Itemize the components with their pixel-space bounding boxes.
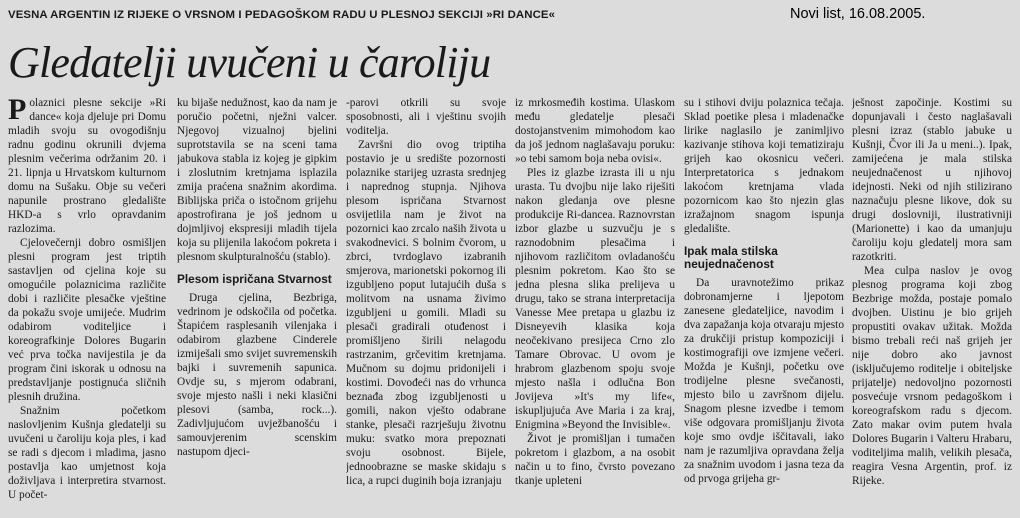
paragraph: iz mrkosmeđih kostima. Ulaskom među gledatelje plesači dostojanstvenim mimohodom kao da još jednom naglašavaju poruku: »o tebi samom boja neba ovisi«. xyxy=(515,97,675,165)
subheading: Plesom ispričana Stvarnost xyxy=(177,272,332,286)
column-1 xyxy=(8,96,166,514)
column-6 xyxy=(852,96,1012,514)
paragraph: Mea culpa naslov je ovog plesnog programa koji zbog Bezbrige možda, postaje pomalo dvojben. Uistinu je bio grijeh propustiti ovakav užitak. Možda bismo trebali reći naš grijeh jer nije dobro ako javnost (isključujemo roditelje i obiteljske prijatelje) nedovoljno pozornosti posvećuje vrsnom pedagoškom i koreografskom radu s djecom. Zato makar ovim putem hvala Dolores Bugarin i Valteru Hrabaru, voditeljima malih, velikih plesača, reagira Vesna Argentin, prof. iz Rijeke. xyxy=(852,265,1012,487)
column-4 xyxy=(515,96,675,514)
drop-cap: P xyxy=(8,96,27,126)
subheading: Ipak mala stilska neujednačenost xyxy=(684,244,778,271)
paragraph: Da uravnotežimo prikaz dobronamjerne i ljepotom zanesene gledateljice, navodim i dva zapažanja koja otvaraju mjesto za drukčiji pristup kompoziciji i kostimografiji ove izmjene večeri. Možda je Kušnji, početku ove trodijelne plesne svečanosti, mjesto bilo u završnom dijelu. Snagom plesne izvedbe i temom više odgovara promišljanju života koje smo ovdje iščitavali, iako nam je razumljiva opravdana želja za snažnim uvodom i jasna teza da od prvoga grijeha gr- xyxy=(684,277,844,485)
paragraph: Snažnim početkom naslovljenim Kušnja gledatelji su uvučeni u čaroliju koja ples, i kad se radi s djecom i mladima, jasno postavlja kao umjetnost koja doživljava i interpretira stvarnost. U počet- xyxy=(8,405,166,501)
column-5 xyxy=(684,96,844,514)
paragraph: su i stihovi dviju polaznica tečaja. Sklad poetike plesa i mladenačke lirike naglasilo je zanimljivo kazivanje stihova koji tematiziraju grijeh kao okosnicu večeri. Interpretatorica s jednakom lakoćom kretnjama vlada pozornicom kao što njezin glas izražajnom snagom ispunja gledalište. xyxy=(684,97,844,235)
paragraph: -parovi otkrili su svoje sposobnosti, ali i vještinu svojih voditelja. xyxy=(346,97,506,137)
source-date: Novi list, 16.08.2005. xyxy=(790,6,926,22)
paragraph: Cjelovečernji dobro osmišljen plesni program jest triptih sastavljen od cjelina koje su omogućile polaznicima različite dobi i različite plesačke vještine da pokažu svoje umijeće. Mudrim odabirom voditeljice i koreografkinje Dolores Bugarin već prva točka navijestila je da program čini iskorak u odnosu na predstavljanje postignuća sličnih plesnih družina. xyxy=(8,237,166,403)
paragraph xyxy=(8,96,166,236)
paragraph: ješnost započinje. Kostimi su dopunjavali i često naglašavali plesni izraz (stablo jabuke u Kušnji, Čvor ili Ja u meni..). Ipak, zamijećena je mala stilska neujednačenost u njihovoj idejnosti. Neki od njih stilizirano naznačuju plesne likove, dok su drugi doslovniji, ilustrativniji (Marionette) i kao da umanjuju čaroliju koju gledatelj mora sam razotkriti. xyxy=(852,97,1012,263)
paragraph-text: olaznici plesne sekcije »Ri dance« koja djeluje pri Domu mladih svoju su ovogodišnju radnu godinu okrunili dvjema plesnim večerima održanim 20. i 21. lipnja u Hrvatskom kulturnom domu na Sušaku. Obje su večeri napunile prostrano gledalište HKD-a s vrlo opravdanim razlozima. xyxy=(8,97,166,235)
paragraph: Završni dio ovog triptiha postavio je u središte pozornosti polaznike starijeg uzrasta srednjeg i naprednog stupnja. Njihova plesom ispričana Stvarnost osvijetlila nam je život na pozornici kao zrcalo naših života u svakodnevici. S bolnim čvorom, u zbrci, tvrdoglavo izabranih smjerova, marionetski pokornog ili izgubljeno poput lutajućih duša s molitvom na usnama živimo izgubljeni u gomili. Mladi su plesači gradirali otuđenost i promišljeno širili nelagodu rastrzanim, grčevitim kretnjama. Mučnom su dojmu pridonijeli i kostimi. Dovođeći nas do vrhunca beznađa zbog izgubljenosti u gomili, nakon vješto odabrane stanke, plesači razrješuju životnu muku: svatko mora prepoznati svoju osobnost. Bijele, jednoobrazne se maske skidaju s lica, a rupci duginih boja izranjaju xyxy=(346,139,506,487)
paragraph: ku bijaše nedužnost, kao da nam je poručio početni, nježni valcer. Njegovoj vizualnoj bjelini suprotstavila se na sceni tama jabukova stabla iz kojeg je gipkim i zloslutnim kretnjama isplazila zmija praćena snažnim akordima. Biblijska priča o istočnom grijehu apostrofirana je još jednom u dojmljivoj ekspresiji mladih tijela koja su plijenila lakoćom pokreta i plesnom skulpturalnošću (stablo). xyxy=(177,97,337,263)
column-2 xyxy=(177,96,337,514)
paragraph: Ples iz glazbe izrasta ili u nju urasta. Tu dvojbu nije lako riješiti nakon gledanja ove plesne produkcije Ri-dancea. Raznovrstan izbor glazbe u suzvučju je s raznodobnim plesačima i njihovom različitom ovladanošću plesnim pokretom. Kao što se jedna plesna slika prelijeva u drugu, tako se strana interpretacija Vanesse Mee pretapa u glazbu iz Disneyevih klasika koja neočekivano presijeca Crno zlo Tamare Obrovac. U ovom je hrabrom glazbenom spoju svoje mjesto našla i odlučna Bon Jovijeva »It's my life«, iskupljujuća Ave Maria i za kraj, Enigmina »Beyond the Invisible«. xyxy=(515,167,675,431)
kicker: VESNA ARGENTIN IZ RIJEKE O VRSNOM I PEDAGOŠKOM RADU U PLESNOJ SEKCIJI »RI DANCE« xyxy=(8,9,556,21)
column-3 xyxy=(346,96,506,514)
paragraph: Druga cjelina, Bezbriga, vedrinom je odskočila od početka. Štapićem rasplesanih vilenjaka i odabirom glazbene Cinderele izmiješali smo svijet suvremenskih bajki i suvremenih sapunica. Ovdje su, s mjerom odabrani, svoje mjesto našli i neki klasični plesovi (samba, rock...). Zadivljujućom uvježbanošću i samouvjerenim scenskim nastupom djeci- xyxy=(177,292,337,458)
paragraph: Život je promišljan i tumačen pokretom i glazbom, a na osobit način u to fino, čvrsto povezano tkanje upleteni xyxy=(515,433,675,487)
headline: Gledatelji uvučeni u čaroliju xyxy=(8,38,491,87)
